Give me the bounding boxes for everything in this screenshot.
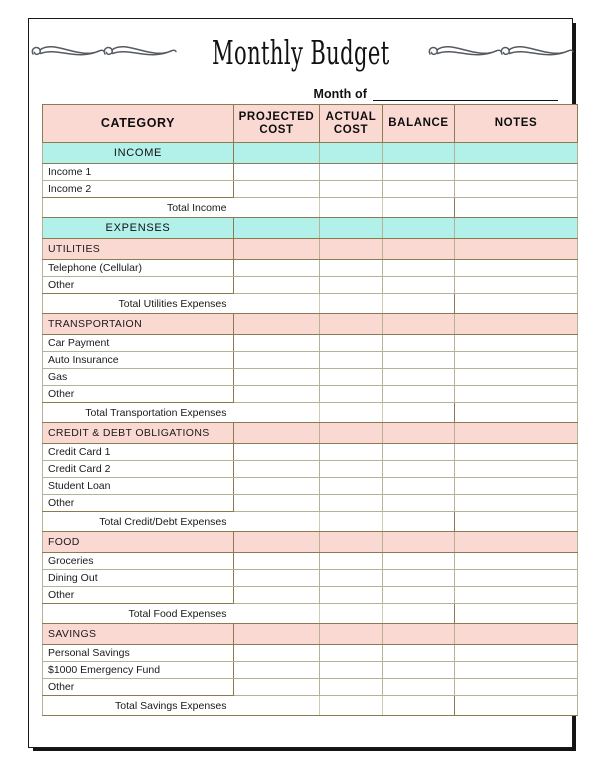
group-header-row xyxy=(43,239,578,260)
column-header-category: CATEGORY xyxy=(43,105,234,143)
cell-actual-cost[interactable] xyxy=(320,604,383,624)
cell-category-label[interactable]: Personal Savings xyxy=(43,645,234,662)
cell-actual-cost[interactable] xyxy=(320,624,383,645)
cell-actual-cost[interactable] xyxy=(320,662,383,679)
table-row xyxy=(43,478,578,495)
cell-projected-cost[interactable] xyxy=(234,696,320,716)
group-title: FOOD xyxy=(43,532,234,553)
month-of-row xyxy=(29,83,572,101)
cell-projected-cost[interactable] xyxy=(234,662,320,679)
cell-balance[interactable] xyxy=(383,277,455,294)
table-row xyxy=(43,260,578,277)
cell-balance[interactable] xyxy=(383,403,455,423)
table-row xyxy=(43,461,578,478)
cell-notes[interactable] xyxy=(455,587,578,604)
cell-projected-cost[interactable] xyxy=(234,260,320,277)
cell-actual-cost[interactable] xyxy=(320,143,383,164)
column-header-projected-cost xyxy=(234,105,320,143)
projected-line-1: PROJECTED xyxy=(238,110,315,123)
cell-balance[interactable] xyxy=(383,143,455,164)
cell-balance[interactable] xyxy=(383,423,455,444)
cell-notes[interactable] xyxy=(455,645,578,662)
cell-actual-cost[interactable] xyxy=(320,386,383,403)
cell-actual-cost[interactable] xyxy=(320,294,383,314)
total-row xyxy=(43,512,578,532)
cell-projected-cost[interactable] xyxy=(234,143,320,164)
cell-balance[interactable] xyxy=(383,239,455,260)
cell-actual-cost[interactable] xyxy=(320,495,383,512)
cell-category-label[interactable]: Other xyxy=(43,587,234,604)
table-header-row xyxy=(43,105,578,143)
table-row xyxy=(43,645,578,662)
cell-notes[interactable] xyxy=(455,696,578,716)
cell-notes[interactable] xyxy=(455,495,578,512)
cell-notes[interactable] xyxy=(455,198,578,218)
cell-balance[interactable] xyxy=(383,335,455,352)
column-header-balance: BALANCE xyxy=(383,105,455,143)
table-row xyxy=(43,679,578,696)
cell-balance[interactable] xyxy=(383,532,455,553)
cell-actual-cost[interactable] xyxy=(320,181,383,198)
cell-projected-cost[interactable] xyxy=(234,403,320,423)
group-header-row xyxy=(43,532,578,553)
cell-actual-cost[interactable] xyxy=(320,314,383,335)
cell-actual-cost[interactable] xyxy=(320,679,383,696)
total-label: Total Savings Expenses xyxy=(43,696,234,716)
flourish-ornament-right xyxy=(424,34,574,73)
cell-balance[interactable] xyxy=(383,495,455,512)
cell-actual-cost[interactable] xyxy=(320,164,383,181)
cell-projected-cost[interactable] xyxy=(234,532,320,553)
cell-actual-cost[interactable] xyxy=(320,198,383,218)
cell-balance[interactable] xyxy=(383,294,455,314)
cell-category-label[interactable]: Student Loan xyxy=(43,478,234,495)
cell-actual-cost[interactable] xyxy=(320,352,383,369)
cell-actual-cost[interactable] xyxy=(320,444,383,461)
cell-notes[interactable] xyxy=(455,277,578,294)
actual-line-1: ACTUAL xyxy=(325,110,377,123)
cell-projected-cost[interactable] xyxy=(234,587,320,604)
cell-notes[interactable] xyxy=(455,423,578,444)
table-row xyxy=(43,164,578,181)
cell-notes[interactable] xyxy=(455,369,578,386)
cell-actual-cost[interactable] xyxy=(320,532,383,553)
group-header-row xyxy=(43,423,578,444)
cell-balance[interactable] xyxy=(383,181,455,198)
table-row xyxy=(43,662,578,679)
cell-category-label[interactable]: $1000 Emergency Fund xyxy=(43,662,234,679)
total-row xyxy=(43,198,578,218)
table-row xyxy=(43,495,578,512)
cell-projected-cost[interactable] xyxy=(234,495,320,512)
cell-projected-cost[interactable] xyxy=(234,461,320,478)
cell-actual-cost[interactable] xyxy=(320,478,383,495)
cell-category-label[interactable]: Other xyxy=(43,277,234,294)
budget-sheet-page xyxy=(28,18,573,748)
cell-projected-cost[interactable] xyxy=(234,604,320,624)
cell-balance[interactable] xyxy=(383,645,455,662)
cell-projected-cost[interactable] xyxy=(234,164,320,181)
table-row xyxy=(43,587,578,604)
cell-notes[interactable] xyxy=(455,164,578,181)
cell-actual-cost[interactable] xyxy=(320,369,383,386)
cell-notes[interactable] xyxy=(455,335,578,352)
cell-actual-cost[interactable] xyxy=(320,587,383,604)
cell-notes[interactable] xyxy=(455,532,578,553)
cell-notes[interactable] xyxy=(455,218,578,239)
cell-actual-cost[interactable] xyxy=(320,335,383,352)
cell-projected-cost[interactable] xyxy=(234,645,320,662)
cell-actual-cost[interactable] xyxy=(320,553,383,570)
cell-projected-cost[interactable] xyxy=(234,423,320,444)
cell-actual-cost[interactable] xyxy=(320,403,383,423)
cell-actual-cost[interactable] xyxy=(320,239,383,260)
cell-balance[interactable] xyxy=(383,570,455,587)
cell-balance[interactable] xyxy=(383,624,455,645)
cell-projected-cost[interactable] xyxy=(234,478,320,495)
cell-notes[interactable] xyxy=(455,314,578,335)
actual-line-2: COST xyxy=(333,123,369,136)
cell-notes[interactable] xyxy=(455,604,578,624)
cell-projected-cost[interactable] xyxy=(234,679,320,696)
cell-notes[interactable] xyxy=(455,679,578,696)
table-row xyxy=(43,277,578,294)
cell-category-label[interactable]: Income 1 xyxy=(43,164,234,181)
cell-balance[interactable] xyxy=(383,369,455,386)
group-header-row xyxy=(43,314,578,335)
total-row xyxy=(43,294,578,314)
flourish-ornament-left xyxy=(27,34,177,73)
cell-notes[interactable] xyxy=(455,444,578,461)
group-title: UTILITIES xyxy=(43,239,234,260)
group-title: SAVINGS xyxy=(43,624,234,645)
cell-actual-cost[interactable] xyxy=(320,260,383,277)
cell-actual-cost[interactable] xyxy=(320,512,383,532)
cell-balance[interactable] xyxy=(383,164,455,181)
cell-notes[interactable] xyxy=(455,403,578,423)
cell-balance[interactable] xyxy=(383,662,455,679)
cell-category-label[interactable]: Other xyxy=(43,495,234,512)
table-row xyxy=(43,570,578,587)
page-title: Monthly Budget xyxy=(211,34,390,72)
cell-category-label[interactable]: Groceries xyxy=(43,553,234,570)
cell-projected-cost[interactable] xyxy=(234,314,320,335)
cell-balance[interactable] xyxy=(383,553,455,570)
total-label: Total Income xyxy=(43,198,234,218)
cell-projected-cost[interactable] xyxy=(234,512,320,532)
total-label: Total Credit/Debt Expenses xyxy=(43,512,234,532)
column-header-notes: NOTES xyxy=(455,105,578,143)
month-of-input[interactable] xyxy=(373,87,558,101)
cell-notes[interactable] xyxy=(455,260,578,277)
cell-balance[interactable] xyxy=(383,696,455,716)
cell-actual-cost[interactable] xyxy=(320,218,383,239)
table-row xyxy=(43,369,578,386)
month-of-label: Month of xyxy=(313,87,367,101)
cell-notes[interactable] xyxy=(455,294,578,314)
section-row-income xyxy=(43,143,578,164)
total-label: Total Transportation Expenses xyxy=(43,403,234,423)
cell-actual-cost[interactable] xyxy=(320,423,383,444)
cell-notes[interactable] xyxy=(455,624,578,645)
cell-actual-cost[interactable] xyxy=(320,696,383,716)
cell-category-label[interactable]: Auto Insurance xyxy=(43,352,234,369)
table-row xyxy=(43,386,578,403)
group-header-row xyxy=(43,624,578,645)
cell-balance[interactable] xyxy=(383,260,455,277)
section-title: EXPENSES xyxy=(43,218,234,239)
budget-table xyxy=(42,104,578,716)
cell-projected-cost[interactable] xyxy=(234,352,320,369)
cell-notes[interactable] xyxy=(455,352,578,369)
table-row xyxy=(43,444,578,461)
cell-category-label[interactable]: Credit Card 1 xyxy=(43,444,234,461)
total-label: Total Food Expenses xyxy=(43,604,234,624)
table-row xyxy=(43,335,578,352)
budget-table-body xyxy=(43,105,578,716)
group-title: CREDIT & DEBT OBLIGATIONS xyxy=(43,423,234,444)
section-title: INCOME xyxy=(43,143,234,164)
cell-projected-cost[interactable] xyxy=(234,294,320,314)
table-row xyxy=(43,352,578,369)
cell-category-label[interactable]: Dining Out xyxy=(43,570,234,587)
cell-projected-cost[interactable] xyxy=(234,570,320,587)
group-title: TRANSPORTAION xyxy=(43,314,234,335)
cell-category-label[interactable]: Telephone (Cellular) xyxy=(43,260,234,277)
cell-balance[interactable] xyxy=(383,314,455,335)
cell-projected-cost[interactable] xyxy=(234,386,320,403)
cell-notes[interactable] xyxy=(455,662,578,679)
cell-projected-cost[interactable] xyxy=(234,198,320,218)
cell-balance[interactable] xyxy=(383,604,455,624)
cell-projected-cost[interactable] xyxy=(234,181,320,198)
total-row xyxy=(43,696,578,716)
cell-notes[interactable] xyxy=(455,143,578,164)
cell-notes[interactable] xyxy=(455,181,578,198)
cell-balance[interactable] xyxy=(383,386,455,403)
cell-category-label[interactable]: Credit Card 2 xyxy=(43,461,234,478)
cell-notes[interactable] xyxy=(455,512,578,532)
table-row xyxy=(43,553,578,570)
cell-projected-cost[interactable] xyxy=(234,553,320,570)
cell-balance[interactable] xyxy=(383,679,455,696)
cell-notes[interactable] xyxy=(455,553,578,570)
cell-projected-cost[interactable] xyxy=(234,277,320,294)
cell-projected-cost[interactable] xyxy=(234,624,320,645)
cell-category-label[interactable]: Income 2 xyxy=(43,181,234,198)
total-row xyxy=(43,604,578,624)
cell-notes[interactable] xyxy=(455,386,578,403)
cell-balance[interactable] xyxy=(383,478,455,495)
cell-actual-cost[interactable] xyxy=(320,645,383,662)
table-row xyxy=(43,181,578,198)
cell-balance[interactable] xyxy=(383,587,455,604)
cell-category-label[interactable]: Car Payment xyxy=(43,335,234,352)
cell-notes[interactable] xyxy=(455,461,578,478)
cell-notes[interactable] xyxy=(455,478,578,495)
cell-category-label[interactable]: Gas xyxy=(43,369,234,386)
cell-projected-cost[interactable] xyxy=(234,369,320,386)
cell-projected-cost[interactable] xyxy=(234,444,320,461)
cell-notes[interactable] xyxy=(455,239,578,260)
cell-category-label[interactable]: Other xyxy=(43,386,234,403)
cell-balance[interactable] xyxy=(383,512,455,532)
cell-balance[interactable] xyxy=(383,461,455,478)
cell-actual-cost[interactable] xyxy=(320,277,383,294)
cell-balance[interactable] xyxy=(383,218,455,239)
cell-balance[interactable] xyxy=(383,444,455,461)
cell-projected-cost[interactable] xyxy=(234,335,320,352)
cell-projected-cost[interactable] xyxy=(234,239,320,260)
section-row-expenses xyxy=(43,218,578,239)
cell-actual-cost[interactable] xyxy=(320,461,383,478)
cell-actual-cost[interactable] xyxy=(320,570,383,587)
cell-notes[interactable] xyxy=(455,570,578,587)
cell-category-label[interactable]: Other xyxy=(43,679,234,696)
cell-projected-cost[interactable] xyxy=(234,218,320,239)
title-band xyxy=(29,23,572,83)
total-row xyxy=(43,403,578,423)
total-label: Total Utilities Expenses xyxy=(43,294,234,314)
cell-balance[interactable] xyxy=(383,198,455,218)
projected-line-2: COST xyxy=(259,123,294,136)
column-header-actual-cost xyxy=(320,105,383,143)
cell-balance[interactable] xyxy=(383,352,455,369)
